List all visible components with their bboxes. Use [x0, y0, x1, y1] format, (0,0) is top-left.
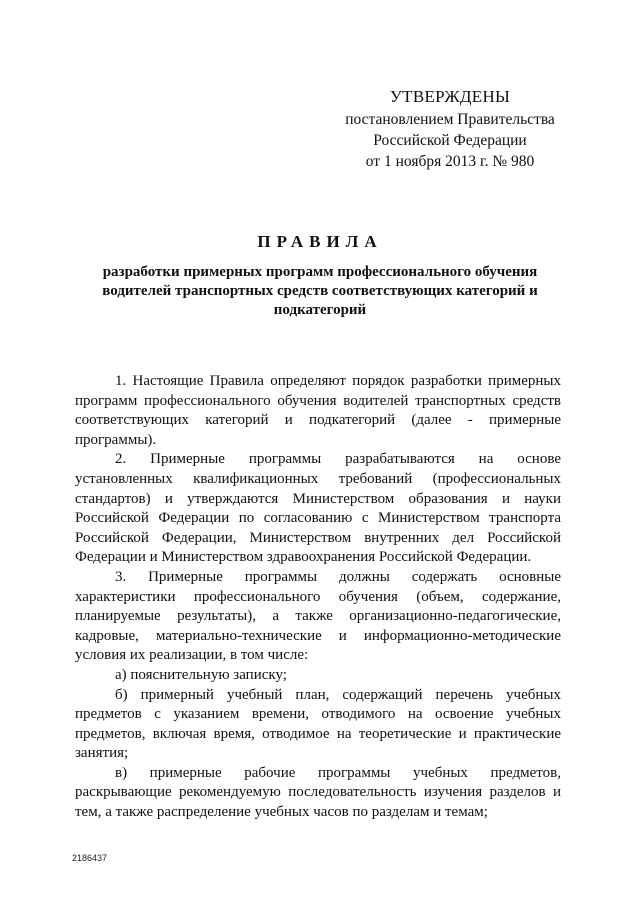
- paragraph-1: 1. Настоящие Правила определяют порядок разработки примерных программ профессионального обучения водителей транспортных средств соответствующих категорий и подкатегорий (далее - примерные программы).: [75, 373, 561, 448]
- paragraph-3: 3. Примерные программы должны содержать основные характеристики профессионального обучения (объем, содержание, планируемые результаты), а также организационно-педагогические, кадровые, материально-технические и информационно-методические условия их реализации, в том числе:: [75, 568, 561, 664]
- approval-line-1: постановлением Правительства: [345, 111, 555, 128]
- paragraph-3b: б) примерный учебный план, содержащий перечень учебных предметов с указанием времени, отводимого на освоение учебных предметов, включая время, отводимое на теоретические и практические занятия;: [75, 686, 561, 762]
- document-subtitle: разработки примерных программ профессионального обучения водителей транспортных средств соответствующих категорий и подкатегорий: [102, 264, 538, 318]
- paragraph-3a: а) пояснительную записку;: [115, 666, 287, 683]
- approval-title: УТВЕРЖДЕНЫ: [389, 87, 511, 106]
- document-title: ПРАВИЛА: [257, 232, 383, 251]
- paragraph-2: 2. Примерные программы разрабатываются на основе установленных квалификационных требований (профессиональных стандартов) и утверждаются Министерством образования и науки Российской Федерации по согласованию с Министерством транспорта Российской Федерации, Министерством внутренних дел Российской Федерации и Министерством здравоохранения Российской Федерации.: [75, 451, 561, 566]
- document-code: 2186437: [72, 853, 108, 863]
- approval-line-3: от 1 ноября 2013 г. № 980: [365, 153, 535, 170]
- paragraph-3c: в) примерные рабочие программы учебных предметов, раскрывающие рекомендуемую последовательность изучения разделов и тем, а также распределение учебных часов по разделам и темам;: [75, 764, 561, 821]
- approval-block: [340, 86, 560, 172]
- document-body: [75, 372, 561, 823]
- approval-line-2: Российской Федерации: [373, 132, 527, 149]
